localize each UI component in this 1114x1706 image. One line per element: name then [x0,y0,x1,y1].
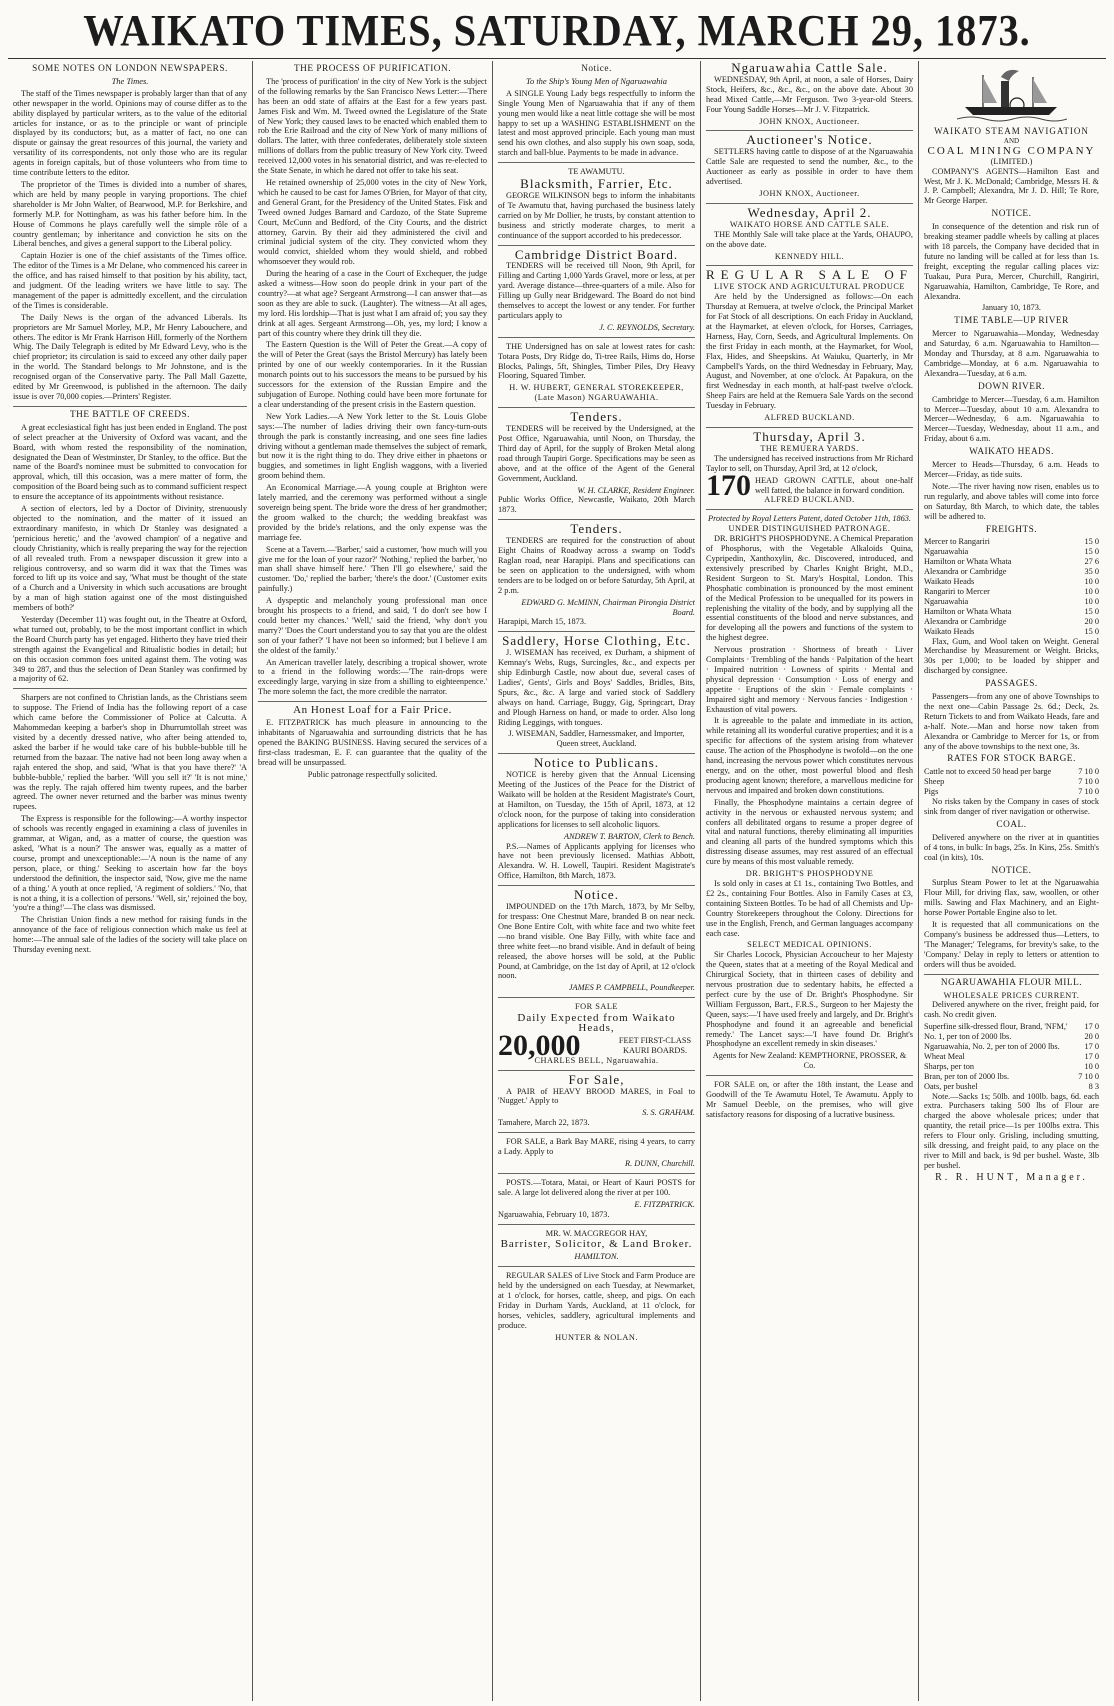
passages-text: Passengers—from any one of above Townships to the next one—Cabin Passage 2s. 6d.; Deck, 2s. Return Tickets to and from Waikato Heads, fare and a-half. Note.—Man and horse now taken from Alexandra or Cambridge to Mercer for 1s, or from any of the above townships to the next one, 3s. [924,692,1099,751]
ad-heading-phosphodyne: DR. BRIGHT'S PHOSPHODYNE [745,869,874,879]
freight-rate: 15 0 [1084,606,1099,616]
ad-place: HAMILTON. [574,1251,619,1262]
ad-signature: JOHN KNOX, Auctioneer. [759,116,860,126]
mill-item: Ngaruawahia, No. 2, per ton of 2000 lbs. [924,1042,1060,1052]
column-4 [701,61,919,1701]
ad-signature: ALFRED BUCKLAND. [764,495,855,505]
ad-signature: JOHN KNOX, Auctioneer. [759,188,860,198]
ad-text: REGULAR SALES of Live Stock and Farm Produce are held by the undersigned on each Tuesday, at Newmarket, at 1 o'clock, for horses, cattle, sheep, and pigs. On each Friday in Durham Yards, Auckland, at 11 o'clock, for horses, vehicles, saddlery, agricultural implements and produce. [498,1271,695,1330]
ad-heading-for-sale: For Sale, [568,1071,625,1087]
table-row [924,767,1099,777]
masthead: WAIKATO TIMES, SATURDAY, MARCH 29, 1873. [83,6,1031,55]
ad-patronage: UNDER DISTINGUISHED PATRONAGE. [728,524,891,534]
article-paragraph: A section of electors, led by a Doctor of Divinity, strenuously objected to the nomination, and the matter of it issued an extraordinary manifesto, in which Dr Stanley was designated a 'pernicious heretic,' and the 'avowed champion' of a negative and cloudy Christianity, which is really preparing the way for the rejection of all revealed truth. From a newspaper discussion it grew into a religious controversy, and so warm did it wax that the Times was forced to lift up its voice and say, 'What must be thought of the state of a Church and a University in which such accusations are brought by a man of high station against one of the most distinguished members of both?' [13,504,247,613]
stock-rate: 7 10 0 [1078,777,1099,787]
ad-signature: R. DUNN, Churchill. [625,1159,695,1168]
ad-subheading: SELECT MEDICAL OPINIONS. [747,940,872,950]
ad-text: TENDERS are required for the construction of about Eight Chains of Roadway across a swamp on Todd's Raglan road, near Harapipi. Plans and specifications can be seen on application to the undersigned, with whom tenders are to be lodged on or before Saturday, 5th April, at 2 p.m. [498,536,695,595]
passages-heading: PASSAGES. [985,679,1038,690]
mill-item: Sharps, per ton [924,1061,975,1071]
column-5 [919,61,1104,1701]
divider [13,406,247,407]
timetable-heading-up: TIME TABLE—UP RIVER [954,316,1069,327]
ad-place: TE AWAMUTU. [568,167,625,177]
table-row [924,1072,1099,1082]
notice-text: Surplus Steam Power to let at the Ngaruawahia Flour Mill, for driving flax, saw, woollen, or other mills. Sawing and Flax Machinery, and an Eight-horse Power Portable Engine also to let. [924,878,1099,918]
timetable-down: Cambridge to Mercer—Tuesday, 6 a.m. Hamilton to Mercer—Tuesday, about 10 a.m. Alexandra to Mercer—Wednesday, 6 a.m. Ngaruawahia to Mercer—Tuesday, Wednesday, about 11 a.m., and Friday, about 6 a.m. [924,394,1099,444]
ad-text: IMPOUNDED on the 17th March, 1873, by Mr Selby, for trespass: One Chestnut Mare, branded B on near neck. One Bone Entire Colt, with white face and two white feet—no brand visible. One Bay Filly, with white face and three white feet—no brand visible. And in default of being released, the above horses will be sold, at the Public Pound, at Cambridge, on the 1st day of April, at 12 o'clock noon. [498,902,695,981]
ad-heading-cattle-sale: Ngaruawahia Cattle Sale. [731,61,888,75]
freight-route: Hamilton or Whata Whata [924,557,1012,567]
mill-price: 20 0 [1084,1032,1099,1042]
freight-rate: 15 0 [1084,537,1099,547]
notice-text: It is requested that all communications on the Company's business be addressed thus—Letters, to 'The Manager;' Telegrams, for brevity's sake, to the 'Company.' Delay in reply to letters or attention to orders will thus be avoided. [924,920,1099,969]
ad-heading-thursday: Thursday, April 3. [753,429,866,444]
ad-heading-cambridge-board: Cambridge District Board. [514,246,679,262]
divider [498,631,695,632]
mill-price: 17 0 [1084,1042,1099,1052]
ad-signature: ALFRED BUCKLAND. [764,413,855,423]
ad-signature: W. H. CLARKE, Resident Engineer. [577,485,695,495]
ad-item: FEET FIRST-CLASS KAURI BOARDS. [618,1035,692,1055]
article-heading-battle-of-creeds: THE BATTLE OF CREEDS. [70,409,190,420]
notice-subheading: To the Ship's Young Men of Ngaruawahia [526,75,667,86]
article-heading-purification: THE PROCESS OF PURIFICATION. [293,64,452,74]
ad-text-bakery: E. FITZPATRICK has much pleasure in announcing to the inhabitants of Ngaruawahia and surrounding districts that he has opened the BAKING BUSINESS. Having secured the services of a first-class tradesman, E. F. can guarantee that the quality of the bread will be unsurpassed. [258,718,487,767]
ad-signature: JAMES P. CAMPBELL, Poundkeeper. [568,983,695,993]
stock-rate: 7 10 0 [1078,767,1099,777]
article-paragraph: Sharpers are not confined to Christian lands, as the Christians seem to suppose. The Friend of India has the following report of a case which came before the Commissioner of Police at Calcutta. A Mahommedan keeping a barber's shop in Dhurrumtollah street was visited by a decently dressed native, who after being attended to, asked the barber if he would take care of his bubble-bubble till he returned from the bazaar. The native had not been long away when a rajah entered the shop, and said, 'What is that you have there?' 'A bubble-bubble,' replied the barber. 'Will you sell it?' 'It is not mine,' was the reply. The rajah offered him twenty rupees, and the barber agreed. The owner never returned and the barber was minus twenty rupees. [13,693,247,812]
coal-heading: COAL. [996,819,1027,830]
ad-text: FOR SALE, a Bark Bay MARE, rising 4 years, to carry a Lady. Apply to [498,1137,695,1157]
article-paragraph: The 'process of purification' in the city of New York is the subject of the following remarks by the San Francisco News Letter:—There has been an odd state of affairs at the East for a few years past. James Fisk and Wm. M. Tweed owned the Legislature of the State of New York; they caused laws to be enacted which enabled them to rob the Erie Railroad and the city of New York of many millions of dollars. The latter, with three confederates, deliberately stole sixteen millions of dollars from the public treasury of New York city. Tweed received 12,000 votes in his senatorial district, and was re-elected to the State Senate, in which he dared not offer to take his seat. [258,76,487,176]
table-row [924,1052,1099,1062]
table-row [924,607,1099,617]
ad-big-number: 20,000 [498,1028,581,1062]
mill-item: Superfine silk-dressed flour, Brand, 'NFM,' [924,1022,1068,1032]
ad-text: TENDERS will be received by the Undersigned, at the Post Office, Ngaruawahia, until Noon, on Thursday, the Third day of April, for the supply of Broken Metal along road through Taupiri Gorge. Specifications may be seen as above, and at the office of the Agent of the General Government, Auckland. [498,424,695,483]
divider [498,245,695,246]
mill-note: Note.—Sacks 1s; 50lb. and 100lb. bags, 6d. each extra. Purchasers taking 500 lbs of Flour are charged the above wholesale prices; under that quantity, the retail price—1s per 100lbs extra. This refers to Flour only. Grisling, including smutting, silk dressing, and freight paid, to any place on the river to Mill and back, is 9d per bushel. Waste, 3lb per bushel. [924,1091,1099,1170]
ad-signature: J. C. REYNOLDS, Secretary. [599,322,695,332]
freight-route: Rangariri to Mercer [924,586,990,596]
freight-rate: 10 0 [1084,577,1099,587]
freight-route: Mercer to Rangariri [924,537,990,547]
mill-item: Bran, per ton of 2000 lbs. [924,1071,1010,1081]
freight-rate: 10 0 [1084,596,1099,606]
ad-subheading: WAIKATO HORSE AND CATTLE SALE. [729,219,890,229]
notice-heading: NOTICE. [991,209,1032,220]
ad-heading-saddlery: Saddlery, Horse Clothing, Etc. [502,633,691,649]
table-row [924,1032,1099,1042]
mill-subheading: WHOLESALE PRICES CURRENT. [943,990,1080,1000]
article-paragraph: He retained ownership of 25,000 votes in the city of New York, which he caused to be cast for James O'Brien, for Mayor of that city, and General Grant, for the Presidency of the United States. Fisk and Tweed owned Judges Barnard and Cardozo, of the State Supreme Court, McCunn and Bedford, of the City Courts, and the district attorney, Garvin. By their aid they administered the civil and criminal judicial system of the city. They convicted whom they would convict, shielded whom they would shield, and robbed whomsoever they would rob. [258,177,487,267]
mill-price: 7 10 0 [1078,1071,1099,1081]
notice-heading: NOTICE. [991,865,1032,876]
table-row [924,1042,1099,1052]
table-row [924,567,1099,577]
ad-text: P.S.—Names of Applicants applying for licenses who have not been previously licensed. Mathias Abbott, Alexandra. W. H. Lowell, Taupiri. Resident Magistrate's Office, Hamilton, 8th March, 1873. [498,841,695,881]
divider [498,1224,695,1225]
freights-table [924,537,1099,636]
ad-signature: HUNTER & NOLAN. [555,1332,638,1342]
ad-heading-impounded: Notice. [574,887,619,903]
ad-patent: Protected by Royal Letters Patent, dated October 11th, 1863. [708,514,911,524]
ad-text: Sir Charles Locock, Physician Accoucheur to her Majesty the Queen, states that at a meeting of the Royal Medical and Chirurgical Society, that in thirteen cases of debility and nervous prostration due to sedentary habits, he effected a perfect cure by the use of Dr. Bright's Phosphodyne. Sir William Fergusson, Bart., F.R.S., Surgeon to her Majesty the Queen, says:—'I have used freely and largely, and Dr. Bright's Phosphodyne and found it an agreeable and beneficial remedy.' The Lancet says:—'I have found Dr. Bright's Phosphodyne an excellent remedy in skin diseases.' [706,950,913,1049]
steamship-icon [957,63,1067,125]
notice-heading: Notice. [581,64,612,74]
ad-heading-blacksmith: Blacksmith, Farrier, Etc. [520,176,673,192]
ad-signature-storekeeper: H. W. HUBERT, GENERAL STOREKEEPER, (Late Mason) NGARUAWAHIA. [509,383,684,403]
company-title-coal: COAL MINING COMPANY [927,144,1096,157]
ad-name-barrister: MR. W. MACGREGOR HAY, [545,1228,648,1238]
article-paragraph: The Christian Union finds a new method for raising funds in the annoyance of the face of religious connection which make us feel at home:—The annual sale of the ladies of the society will take place on Thursday evening next. [13,915,247,955]
divider [498,337,695,338]
divider [706,509,913,510]
mill-item: No. 1, per ton of 2000 lbs. [924,1032,1012,1042]
mill-price-table [924,1022,1099,1091]
company-limited: (LIMITED.) [990,156,1033,166]
divider [498,162,695,163]
mill-heading: NGARUAWAHIA FLOUR MILL. [940,977,1083,988]
ad-text: WEDNESDAY, 9th April, at noon, a sale of Horses, Dairy Stock, Heifers, &c., &c., &c., on the above date. About 30 head Mixed Cattle,—Mr Ferguson. Two 3-year-old Steers. Four Young Saddle Horses—Mr J. V. Fitzpatrick. [706,74,913,114]
ad-subheading: Daily Expected from Waikato Heads, [517,1012,676,1035]
company-title: WAIKATO STEAM NAVIGATION [934,126,1089,136]
mill-price: 10 0 [1084,1061,1099,1071]
freight-route: Alexandra or Cambridge [924,567,1007,577]
ad-text: TENDERS will be received till Noon, 9th April, for Filling and Carting 1,000 Yards Gravel, more or less, at per yard. Average distance—three-quarters of a mile. Also for Filling up Gully near Bridgeward. The Board do not bind themselves to accept the lowest or any tender. For further particulars apply to [498,261,695,320]
article-paragraph: Scene at a Tavern.—'Barber,' said a customer, 'how much will you give me for the loan of your razor?' 'Nothing,' replied the barber, 'no man shall shave himself here.' 'Then I'll go elsewhere,' said the customer. 'Do,' replied the barber; 'there's the door.' (Customer exits painfully.) [258,544,487,594]
table-row [924,787,1099,797]
table-row [924,627,1099,637]
divider [706,1075,913,1076]
table-row [924,597,1099,607]
article-paragraph: A dyspeptic and melancholy young professional man once brought his prospects to a friend, and said, 'I do don't see how I could better my chances.' 'Well,' said the friend, 'why don't you marry?' 'Does the Court understand you to say that you are the oldest son of your father?' 'I have not been so informed; but I believe I am the oldest of the family.' [258,596,487,655]
mill-price: 17 0 [1084,1022,1099,1032]
freight-rate: 35 0 [1084,567,1099,577]
article-paragraph: An Economical Marriage.—A young couple at Brighton were lately married, and the ceremony was performed without a single sovereign being spent. The bride wore the dress of her grandmother; the groom walked to the church; the wedding breakfast was provided by the bride's relations, and the only expense was the marriage fee. [258,483,487,542]
ad-text: J. WISEMAN has received, ex Durham, a shipment of Kemnay's Webs, Rugs, Surcingles, &c., and expects per ship Edinburgh Castle, now about due, several cases of Ladies', Gents', Girls and Boys' Saddles, Bridles, Bits, Spurs, &c., &c. A large and varied stock of Saddlery always on hand. Carriage, Buggy, Gig, Springcart, Dray and Plough Harness on hand, or made to order. Also long Riding Leggings, with tongues. [498,648,695,727]
company-agents: COMPANY'S AGENTS—Hamilton East and West, Mr J. K. McDonald; Cambridge, Messrs H. & J. P. Campbell; Alexandra, Mr J. D. Hill; Te Rore, Mr George Harper. [924,166,1099,206]
ad-text: POSTS.—Totara, Matai, or Heart of Kauri POSTS for sale. A large lot delivered along the river at per 100. [498,1177,695,1197]
divider [258,701,487,702]
freight-route: Waikato Heads [924,626,975,636]
stock-rate: 7 10 0 [1078,787,1099,797]
freight-route: Ngaruawahia [924,547,969,557]
article-heading-london-newspapers: SOME NOTES ON LONDON NEWSPAPERS. [32,64,228,74]
ad-heading-honest-loaf: An Honest Loaf for a Fair Price. [293,704,452,717]
table-row [924,617,1099,627]
ad-heading-auctioneer: Auctioneer's Notice. [746,132,873,148]
column-1 [8,61,253,1701]
ad-text: It is agreeable to the palate and immediate in its action, while retaining all its wonderful curative properties; and it is a specific for affections of the system arising from whatever cause. The action of the Phosphodyne is twofold—on the one hand, increasing the nervous power which constitutes nervous energy, and on the other, most powerful blood and flesh producing agent known; therefore, a marvellous medicine for nervous and impaired and broken down constitutions. [706,716,913,795]
ad-text: DR. BRIGHT'S PHOSPHODYNE. A Chemical Preparation of Phosphorus, with the Vegetable Alkaloids Quina, Cypripedin, Xanthoxylin, &c. Discovered, introduced, and extensively prescribed by Charles Knight Bright, M.D., Resident Surgeon to St. Mary's Hospital, London. This Phosphatic combination is pronounced by the most eminent of the Medical Profession to be unequalled for its powers in replenishing the vitality of the body, and by supplying all the essential constituents of the blood and nerve substances, and for developing all the powers and functions of the system to the highest degree. [706,534,914,643]
ad-heading-tenders: Tenders. [570,409,623,425]
divider [498,1132,695,1133]
divider [706,130,913,131]
ad-location: Ngaruawahia, February 10, 1873. [498,1209,610,1219]
table-row [924,577,1099,587]
ad-text-list: Nervous prostration · Shortness of breath · Liver Complaints · Trembling of the hands · Palpitation of the heart · Impaired nutrition · Lowness of spirits · Mental and physical depression · Consumption · Loss of energy and appetite · Eruptions of the skin · Female complaints · Impaired sight and memory · Nervous fancies · Indigestion · Exhaustion of vital powers. [706,645,913,714]
column-2 [253,61,493,1701]
timetable-up: Mercer to Ngaruawahia—Monday, Wednesday and Saturday, 6 a.m. Ngaruawahia to Hamilton—Monday and Thursday, at 8 a.m. Ngaruawahia to Cambridge—Monday, at 6 a.m. Ngaruawahia to Alexandra—Tuesday, at 6 a.m. [924,329,1099,378]
divider [498,997,695,998]
ad-signature: EDWARD G. McMINN, Chairman Pirongia District Board. [521,597,695,617]
divider [924,974,1099,975]
timetable-note: Note.—The river having now risen, enables us to run regularly, and above tables will come into force on Saturday, 8th March, to which date, the tables will be adhered to. [924,481,1099,521]
article-paragraph: The staff of the Times newspaper is probably larger than that of any other newspaper in the world. Opinions may of course differ as to the ability displayed by particular writers, as to the value of the editorial articles for instance, or as to the principle or want of principle displayed by its conductors; but, as a matter of fact, no one can dispute or gainsay the great resources of this journal, the variety and versatility of its correspondents, not only those who are its regular agents in foreign capitals, but of those volunteers who from time to time contribute letters to the editor. [13,88,247,178]
stock-note: No risks taken by the Company in cases of stock sink from danger of river navigation or otherwise. [924,797,1099,816]
table-row [924,1082,1099,1092]
divider [498,1266,695,1267]
ad-signature: ANDREW T. BARTON, Clerk to Bench. [563,831,695,841]
ad-text: GEORGE WILKINSON begs to inform the inhabitants of Te Awamutu that, having purchased the business lately carried on by Mr Dollier, he trusts, by constant attention to business and strictly moderate charges, to merit a continuance of the support accorded to his predecessor. [498,190,695,240]
mill-price: 8 3 [1088,1081,1099,1091]
article-paragraph: A great ecclesiastical fight has just been ended in England. The post of select preacher at the University of Oxford was vacant, and the Board, with whom rested the responsibility of the nomination, designated the Dean of Westminster, Dr Stanley, to the office. But the name of the Board's nominee must be submitted to convocation for approval, which, till this occasion, was a mere matter of form, the composition of the Board being such as to command sufficient respect to ensure the acceptance of its appointments without resistance. [13,422,247,502]
ad-location: Tamahere, March 22, 1873. [498,1118,590,1128]
ad-text: Are held by the Undersigned as follows:—On each Thursday at Remuera, at twelve o'clock, the Principal Market for Fat Stock of all descriptions. On each Friday in Auckland, at the Haymarket, at eleven o'clock, for Horses, Carriages, Harness, Hay, Corn, Seeds, and Agricultural Implements. On the first Friday in each month, at the Haymarket, for Wool, Flax, Hides, and Sheepskins. At Waiuku, Quarterly, in Mr Campbell's Yards, on the third Wednesday in February, May, August, and November, at one o'clock. At Papakura, on the first Wednesday in each month, at half-past twelve o'clock. Sheep Fairs are held at the Remuera Sale Yards on the second Tuesday in February. [706,292,913,411]
article-paragraph: During the hearing of a case in the Court of Exchequer, the judge asked a witness—How soon do people drink in your part of the country?—at what age? Sergeant Armstrong—I can answer that—as soon as they are able to suck. (Laughter). The witness—At all ages, my lord. His lordship—That is just what I am afraid of; you say they drink at all ages. Sergeant Armstrong—Oh, yes, my lord; I know a part of this country where they drink till they die. [258,269,487,338]
freight-route: Ngaruawahia [924,596,969,606]
freight-rate: 15 0 [1084,626,1099,636]
article-subheading-times: The Times. [111,75,149,86]
table-row [924,547,1099,557]
divider [706,203,913,204]
article-paragraph: The Eastern Question is the Will of Peter the Great.—A copy of the will of Peter the Great (says the Bristol Mercury) has lately been printed by one of our weekly contemporaries. In it the Russian monarch points out to his successors the means to be pursued by his successors for the extension of the Russian Empire and the subjugation of Europe. Nothing could have been more fortunate for a clear understanding of the present crisis in the Eastern question. [258,340,487,409]
timetable-heads: Mercer to Heads—Thursday, 6 a.m. Heads to Mercer—Friday, as tide suits. [924,460,1099,479]
article-paragraph: The Daily News is the organ of the advanced Liberals. Its proprietors are Mr Samuel Morley, M.P., Mr Henry Labouchere, and others. The editor is Mr Frank Harrison Hill, formerly of the Northern Whig. The Daily Telegraph is edited by Mr Edward Levy, who is the chief proprietor; its circulation is said to exceed any other daily paper in the world. The Standard belongs to Mr Johnstone, and is the recognised organ of the Conservative party. The Pall Mall Gazette, edited by Mr Greenwood, is published in the afternoon. The daily issue is over 70,000 copies.—Printers' Register. [13,312,247,401]
article-paragraph: Yesterday (December 11) was fought out, in the Theatre at Oxford, what turned out, probably, to be the most important conflict in which the Board Church party has yet engaged. Hitherto they have tried their strength against the Evangelical and Ritualistic bodies in detail; but on this occasion common foes united against them. The voting was 349 to 287, and thus the selection of Dean Stanley was confirmed by a majority of 62. [13,615,247,684]
ad-signature: J. WISEMAN, Saddler, Harnessmaker, and Importer, Queen street, Auckland. [508,729,685,749]
mill-signature: R. R. HUNT, Manager. [935,1171,1088,1183]
freight-rate: 27 6 [1084,557,1099,567]
stock-rates-heading: RATES FOR STOCK BARGE. [947,754,1076,765]
divider [498,753,695,754]
article-paragraph: An American traveller lately, describing a tropical shower, wrote to a friend in the following words:—'The rain-drops were exceedingly large, varying in size from a shilling to eighteenpence.' The more solemn the fact, the more credible the narrator. [258,657,487,697]
ad-text: THE Monthly Sale will take place at the Yards, OHAUPO, on the above date. [706,229,913,249]
ad-signature: CHARLES BELL, Ngaruawahia. [534,1055,659,1065]
divider [498,519,695,520]
timetable-heading-down: DOWN RIVER. [978,381,1045,392]
ad-heading-publicans: Notice to Publicans. [533,755,660,771]
stock-item: Cattle not to exceed 50 head per barge [924,767,1052,777]
ad-text: A PAIR of HEAVY BROOD MARES, in Foal to 'Nugget.' Apply to [498,1086,695,1106]
stock-item: Pigs [924,787,939,797]
table-row [924,537,1099,547]
stock-rates-table [924,767,1099,797]
column-3 [493,61,701,1701]
divider [498,1173,695,1174]
mill-price: 17 0 [1084,1051,1099,1061]
divider [498,1070,695,1071]
freight-rate: 20 0 [1084,616,1099,626]
ad-heading-tenders: Tenders. [570,521,623,537]
divider [13,688,247,689]
freight-route: Alexandra or Cambridge [924,616,1007,626]
columns [8,61,1106,1701]
ad-heading-wednesday: Wednesday, April 2. [747,204,872,220]
divider [706,427,913,428]
ad-subheading: THE REMUERA YARDS. [760,443,859,453]
timetable-heading-heads: WAIKATO HEADS. [969,447,1054,458]
ad-heading-regular-sale: REGULAR SALE OF [706,267,914,283]
ad-signature: S. S. GRAHAM. [642,1108,695,1118]
ad-location: Harapipi, March 15, 1873. [498,617,587,627]
article-paragraph: The proprietor of the Times is divided into a number of shares, which are held by many people in varying proportions. The chief shareholder is Mr John Walter, of Bearwood, M.P. for Berkshire, and formerly M.P. for Nottingham, as was his father before him. In the House of Commons he plays carefully well the simple rôle of a country gentleman; by inheritance and conviction he sits on the Liberal benches, and gives a general support to the Liberal policy. [13,179,247,249]
article-paragraph: The Express is responsible for the following:—A worthy inspector of schools was recently engaged in examining a class of juveniles in grammar, at Wigan, and, as a matter of course, the question was asked, 'What is a noun?' The answer was, equally as a matter of course, prompt and unexceptionable:—'A noun is the name of any person, place, or thing.' Seeking to ascertain how far the boys understood the definition, the inspector said, 'Now, give me the name of a thing.' A youth at once replied, 'A regiment of soldiers.' 'No, that is not a thing, it is a collection of persons.' 'Well, sir,' rejoined the boy, 'you're a thing!'—The class was dismissed. [13,814,247,913]
ad-item: HEAD GROWN CATTLE, about one-half well fatted, the balance in forward condition. [755,475,913,495]
ad-text: THE Undersigned has on sale at lowest rates for cash: Totara Posts, Dry Ridge do, Ti-tree Rails, Hims do, Horse Blocks, Palings, 5ft, Shingles, Timber Piles, Dry Heavy Flooring, Squared Timber. [498,341,695,381]
article-paragraph: Captain Hozier is one of the chief assistants of the Times office. The editor of the Times is a Mr Delane, who commenced his career in the office, and has raised himself to that position by his ability, tact, and judgment. Of the leading writers we have little to say. The management of the paper is admittedly excellent, and the circulation of the Times is considerable. [13,251,247,310]
notice-text: In consequence of the detention and risk run of breaking steamer paddle wheels by calling at places with 18 parcels, the Company have decided that in future no landing will be called at for less than 1s. freight, excepting the regular calling places viz: Tuakau, Pura Pura, Mercer, Churchill, Rangiriri, Ngaruawahia, Hamilton, Cambridge, Te Rore, and Alexandra. [924,222,1099,301]
freights-note: Flax, Gum, and Wool taken on Weight. General Merchandise by Measurement or Weight. Bricks, 30s per 1,000; to be loaded by shipper and discharged by consignee. [924,636,1099,676]
ad-label-for-sale: FOR SALE [575,1002,618,1012]
notice-text: A SINGLE Young Lady begs respectfully to inform the Single Young Men of Ngaruawahia that if any of them young men would like a neat little cottage she will be most happy to set up a WASHING ESTABLISHMENT on the latest and most approved principle. Each young man must send his own clothes, and also supply his own soap, soda, starch and ball-blue. Payments to be made in advance. [498,88,695,158]
freight-route: Waikato Heads [924,577,975,587]
ad-text: The undersigned has received instructions from Mr Richard Taylor to sell, on Thursday, April 3rd, at 12 o'clock, [706,453,913,473]
mill-item: Wheat Meal [924,1051,965,1061]
ad-signature: KENNEDY HILL. [774,251,845,261]
ad-subheading: LIVE STOCK AND AGRICULTURAL PRODUCE [714,282,905,292]
freight-rate: 15 0 [1084,547,1099,557]
ad-text: Finally, the Phosphodyne maintains a certain degree of activity in the nervous or exhausted nervous system; and confers all debilitated organs to resume a proper degree of vital and natural functions, thereby eliminating all impurities and cleaning all parts of the hundred symptoms which this distressing disease assumes, may rest assured of an effectual cure by means of this most valuable remedy. [706,797,913,867]
ad-text: NOTICE is hereby given that the Annual Licensing Meeting of the Justices of the Peace for the District of Waikato will be holden at the Resident Magistrate's Court, at Hamilton, on Tuesday, the 15th of April, 1873, at 12 o'clock noon, for the purpose of taking into consideration applications for licenses to sell alcoholic liquors. [498,770,695,829]
divider [706,265,913,266]
ad-text: FOR SALE on, or after the 18th instant, the Lease and Goodwill of the Te Awamutu Hotel, Te Awamutu. Apply to Mr Samuel Deeble, on the premises, who will give satisfactory reasons for disposing of a lucrative business. [706,1080,913,1119]
freights-heading: FREIGHTS. [985,524,1038,535]
mill-text: Delivered anywhere on the river, freight paid, for cash. No credit given. [924,1000,1099,1020]
ad-agents: Agents for New Zealand: KEMPTHORNE, PROSSER, & Co. [712,1051,907,1071]
ad-location: Public Works Office, Newcastle, Waikato, 20th March 1873. [498,495,695,515]
freight-rate: 10 0 [1084,586,1099,596]
notice-date: January 10, 1873. [982,303,1041,313]
divider [498,885,695,886]
ad-signature: E. FITZPATRICK. [634,1199,695,1209]
company-and: AND [1003,136,1020,145]
coal-text: Delivered anywhere on the river at in quantities of 4 tons, in bulk: In bags, 25s. In Kins, 25s. Smith's coal (in kits), 10s. [924,832,1099,862]
masthead-rule [8,58,1106,59]
ad-text: SETTLERS having cattle to dispose of at the Ngaruawahia Cattle Sale are requested to send the number, &c., to the Auctioneer as early as possible in order to have them advertised. [706,147,913,187]
ad-big-number: 170 [706,468,751,502]
table-row [924,1062,1099,1072]
mill-item: Oats, per bushel [924,1081,978,1091]
article-paragraph: New York Ladies.—A New York letter to the St. Louis Globe says:—The number of ladies driving their own fancy-turn-outs through the park is constantly increasing, and one sees fine ladies driving without a gentleman made themselves the subject of remark, but now it is the right thing to do. They drive either in phaetons or buggies, and sometimes in light English waggons, with a liveried groom behind them. [258,411,487,481]
freight-route: Hamilton or Whata Whata [924,606,1012,616]
ad-text: Is sold only in cases at £1 1s., containing Two Bottles, and £2 2s., containing Four Bottles. Also in Family Cases at £3, containing Sixteen Bottles. To be had of all Chemists and Up-Country Storekeepers throughout the Colony. Directions for use in the English, French, and German languages accompany each case. [706,878,913,938]
table-row [924,1022,1099,1032]
table-row [924,587,1099,597]
divider [498,407,695,408]
stock-item: Sheep [924,777,945,787]
ad-signature: Public patronage respectfully solicited. [307,769,438,779]
ad-heading-barrister: Barrister, Solicitor, & Land Broker. [500,1238,693,1251]
table-row [924,557,1099,567]
table-row [924,777,1099,787]
